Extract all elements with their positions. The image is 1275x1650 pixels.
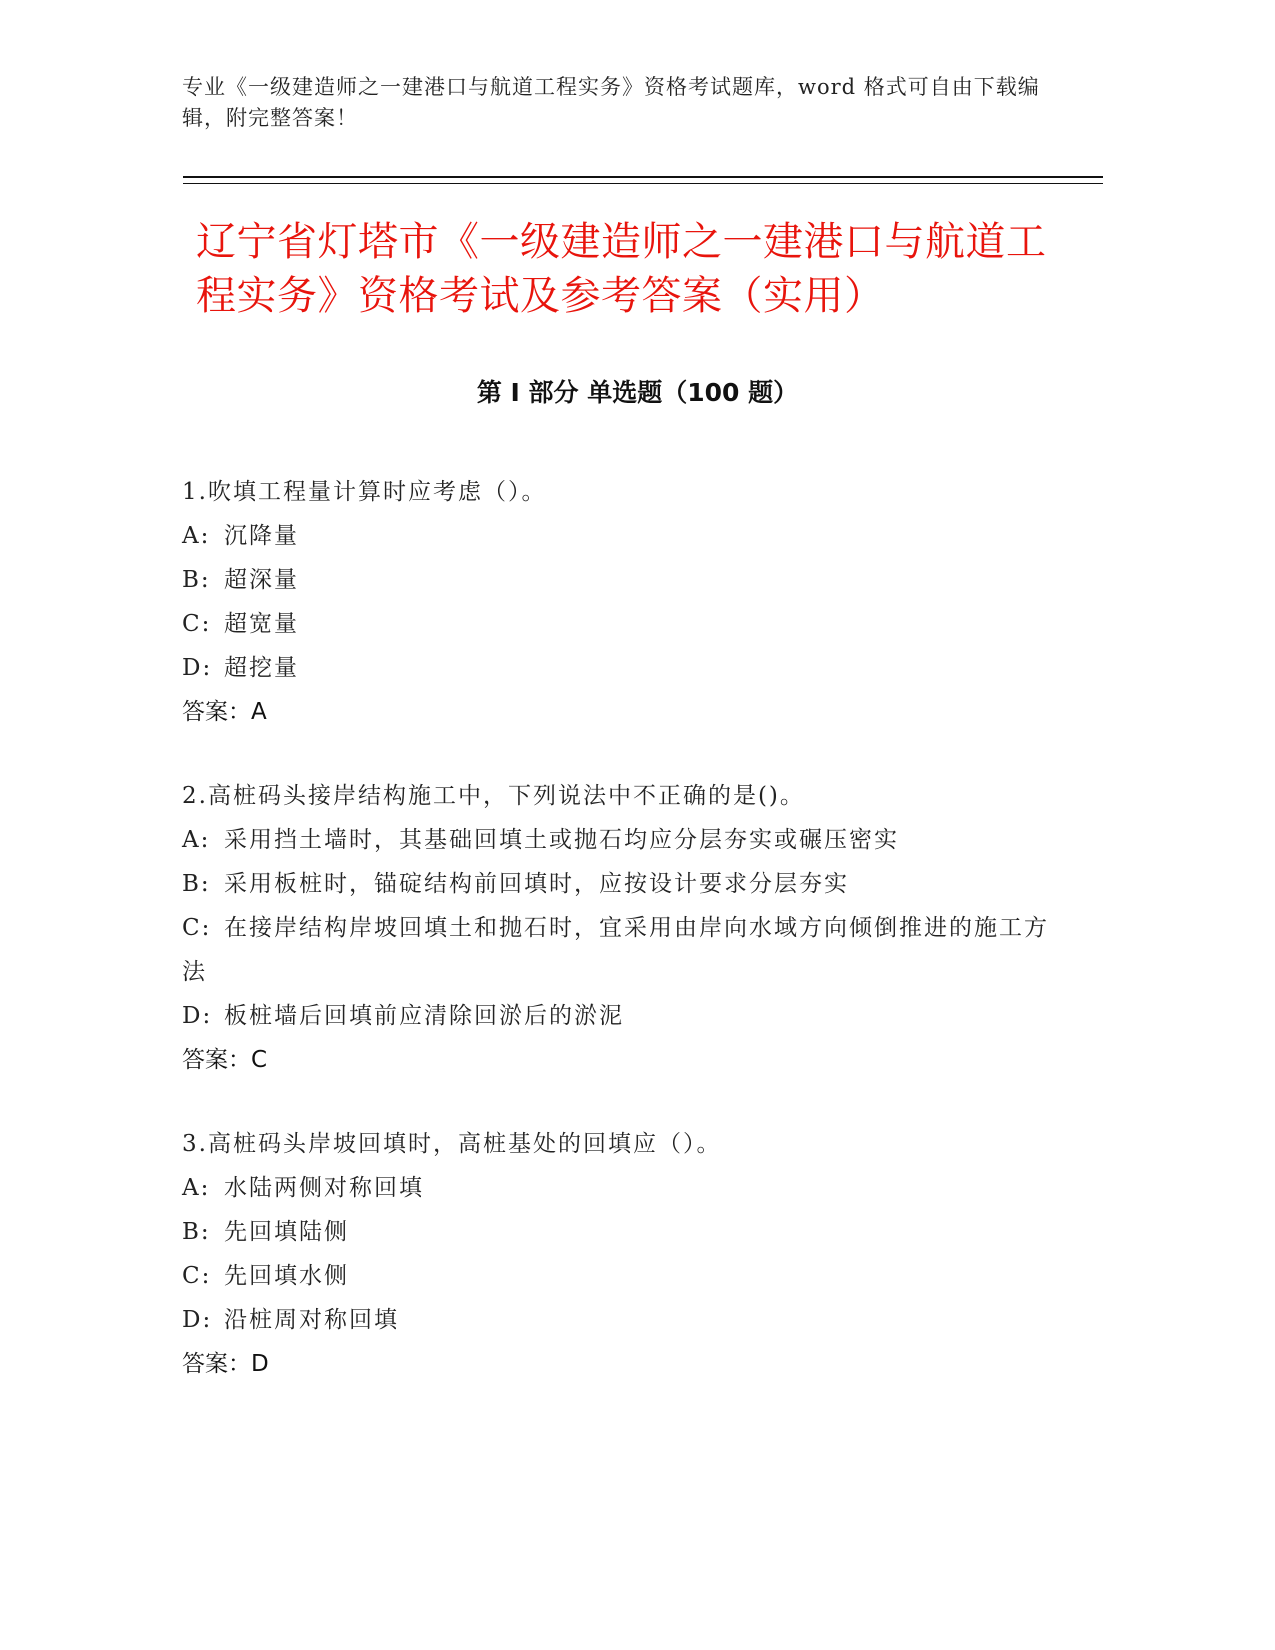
- option-c: [182, 906, 1052, 994]
- option-text: 板桩墙后回填前应清除回淤后的淤泥: [224, 1003, 624, 1029]
- option-letter: B:: [182, 871, 211, 897]
- question-stem: 3.高桩码头岸坡回填时，高桩基处的回填应（）。: [182, 1131, 722, 1157]
- option-letter: D:: [182, 1307, 213, 1333]
- option-letter: B:: [182, 1219, 211, 1245]
- option-text: 超挖量: [224, 655, 299, 681]
- option-letter: A:: [182, 523, 211, 549]
- option-d: [182, 646, 1052, 690]
- header-rule-thick: [183, 176, 1103, 178]
- option-letter: C:: [182, 1263, 212, 1289]
- question-stem: 2.高桩码头接岸结构施工中，下列说法中不正确的是()。: [182, 783, 805, 809]
- document-title: 辽宁省灯塔市《一级建造师之一建港口与航道工程实务》资格考试及参考答案（实用）: [196, 219, 1047, 319]
- option-text: 水陆两侧对称回填: [224, 1175, 424, 1201]
- option-d: [182, 994, 1052, 1038]
- option-a: [182, 514, 1052, 558]
- section-title: 第 I 部分 单选题（100 题）: [476, 378, 799, 407]
- option-letter: C:: [182, 915, 212, 941]
- option-c: [182, 1254, 1052, 1298]
- option-text: 沿桩周对称回填: [224, 1307, 399, 1333]
- option-letter: A:: [182, 827, 211, 853]
- option-a: [182, 818, 1052, 862]
- option-letter: D:: [182, 655, 213, 681]
- question-1: [182, 470, 1052, 734]
- option-text: 先回填水侧: [224, 1263, 349, 1289]
- option-text: 采用板桩时，锚碇结构前回填时，应按设计要求分层夯实: [224, 871, 849, 897]
- option-d: [182, 1298, 1052, 1342]
- header-note: 专业《一级建造师之一建港口与航道工程实务》资格考试题库，word 格式可自由下载编辑，附完整答案！: [182, 75, 1040, 130]
- question-2: [182, 774, 1052, 1082]
- option-b: [182, 558, 1052, 602]
- option-text: 沉降量: [224, 523, 299, 549]
- option-b: [182, 862, 1052, 906]
- answer-line: 答案：A: [182, 699, 267, 725]
- question-3: [182, 1122, 1052, 1386]
- question-list: [182, 470, 1052, 1426]
- answer-line: 答案：D: [182, 1351, 269, 1377]
- option-letter: A:: [182, 1175, 211, 1201]
- answer-line: 答案：C: [182, 1047, 268, 1073]
- option-c: [182, 602, 1052, 646]
- option-letter: B:: [182, 567, 211, 593]
- option-letter: D:: [182, 1003, 213, 1029]
- option-a: [182, 1166, 1052, 1210]
- option-text: 采用挡土墙时，其基础回填土或抛石均应分层夯实或碾压密实: [224, 827, 899, 853]
- option-text: 超深量: [224, 567, 299, 593]
- option-text: 先回填陆侧: [224, 1219, 349, 1245]
- question-stem: 1.吹填工程量计算时应考虑（）。: [182, 479, 547, 505]
- option-text: 超宽量: [224, 611, 299, 637]
- option-text: 在接岸结构岸坡回填土和抛石时，宜采用由岸向水域方向倾倒推进的施工方法: [182, 915, 1049, 985]
- option-b: [182, 1210, 1052, 1254]
- header-rule-thin: [183, 183, 1103, 184]
- option-letter: C:: [182, 611, 212, 637]
